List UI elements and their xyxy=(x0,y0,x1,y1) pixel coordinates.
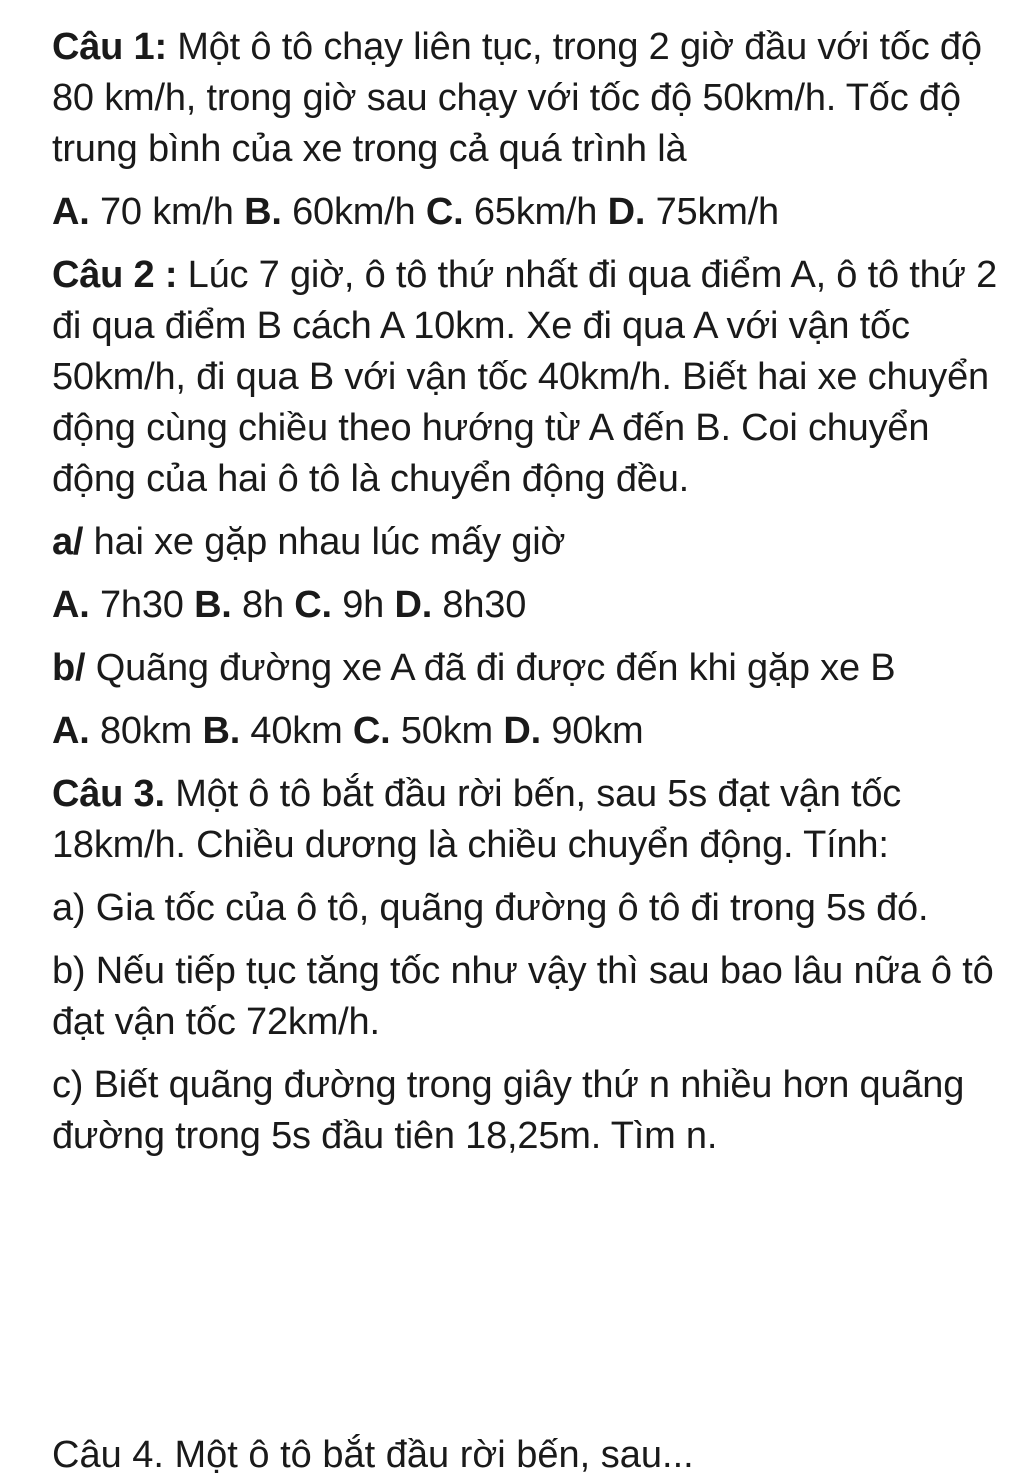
q2b-option-a-letter: A. xyxy=(52,710,90,752)
cut-off-line: Câu 4. Một ô tô bắt đầu rời bến, sau... xyxy=(52,1434,694,1476)
q1-option-b-letter: B. xyxy=(244,191,282,233)
q1-option-a-text: 70 km/h xyxy=(89,191,245,233)
q1-option-d-text: 75km/h xyxy=(645,191,779,233)
q2b-option-c-text: 50km xyxy=(390,710,504,752)
question-2a-text: hai xe gặp nhau lúc mấy giờ xyxy=(83,521,566,563)
q2b-option-c-letter: C. xyxy=(352,710,391,752)
q2a-option-d-letter: D. xyxy=(394,584,433,626)
document-page xyxy=(52,22,1002,1174)
q2b-option-b-letter: B. xyxy=(202,710,241,752)
question-3 xyxy=(52,769,1002,871)
question-3b: b) Nếu tiếp tục tăng tốc như vậy thì sau bao lâu nữa ô tô đạt vận tốc 72km/h. xyxy=(52,950,994,1043)
q2a-option-c-text: 9h xyxy=(331,584,395,626)
q2b-option-d-letter: D. xyxy=(503,710,541,752)
question-1 xyxy=(52,22,1002,175)
question-2a-options xyxy=(52,580,1002,631)
question-2 xyxy=(52,250,1002,505)
question-1-text: Một ô tô chạy liên tục, trong 2 giờ đầu với tốc độ 80 km/h, trong giờ sau chạy với tốc độ 50km/h. Tốc độ trung bình của xe trong cả quá trình là xyxy=(52,26,982,170)
q2a-option-b-text: 8h xyxy=(231,584,295,626)
question-2-text: Lúc 7 giờ, ô tô thứ nhất đi qua điểm A, ô tô thứ 2 đi qua điểm B cách A 10km. Xe đi qua A với vận tốc 50km/h, đi qua B với vận tốc 40km/h. Biết hai xe chuyển động cùng chiều theo hướng từ A đến B. Coi chuyển động của hai ô tô là chuyển động đều. xyxy=(52,254,998,500)
q1-option-a-letter: A. xyxy=(52,191,90,233)
q2a-option-b-letter: B. xyxy=(194,584,232,626)
question-2-label: Câu 2 : xyxy=(52,254,178,296)
q2a-option-c-letter: C. xyxy=(294,584,332,626)
question-1-label: Câu 1: xyxy=(52,26,167,68)
question-2b-label: b/ xyxy=(52,647,86,689)
question-2a xyxy=(52,517,1002,568)
q1-option-c-text: 65km/h xyxy=(463,191,608,233)
question-3c: c) Biết quãng đường trong giây thứ n nhiều hơn quãng đường trong 5s đầu tiên 18,25m. Tìm n. xyxy=(52,1064,965,1157)
question-2a-label: a/ xyxy=(52,521,84,563)
q2b-option-b-text: 40km xyxy=(240,710,353,752)
question-2b-text: Quãng đường xe A đã đi được đến khi gặp xe B xyxy=(85,647,896,689)
question-2b-options xyxy=(52,706,1002,757)
q2a-option-a-text: 7h30 xyxy=(89,584,195,626)
question-3-label: Câu 3. xyxy=(52,773,165,815)
q2b-option-d-text: 90km xyxy=(540,710,644,752)
question-2b xyxy=(52,643,1002,694)
q1-option-b-text: 60km/h xyxy=(281,191,426,233)
q2a-option-a-letter: A. xyxy=(52,584,90,626)
question-3a: a) Gia tốc của ô tô, quãng đường ô tô đi trong 5s đó. xyxy=(52,887,929,929)
q2b-option-a-text: 80km xyxy=(89,710,203,752)
q1-option-d-letter: D. xyxy=(607,191,646,233)
question-1-options xyxy=(52,187,1002,238)
q2a-option-d-text: 8h30 xyxy=(432,584,527,626)
question-3-text: Một ô tô bắt đầu rời bến, sau 5s đạt vận tốc 18km/h. Chiều dương là chiều chuyển động. Tính: xyxy=(52,773,902,866)
q1-option-c-letter: C. xyxy=(425,191,464,233)
